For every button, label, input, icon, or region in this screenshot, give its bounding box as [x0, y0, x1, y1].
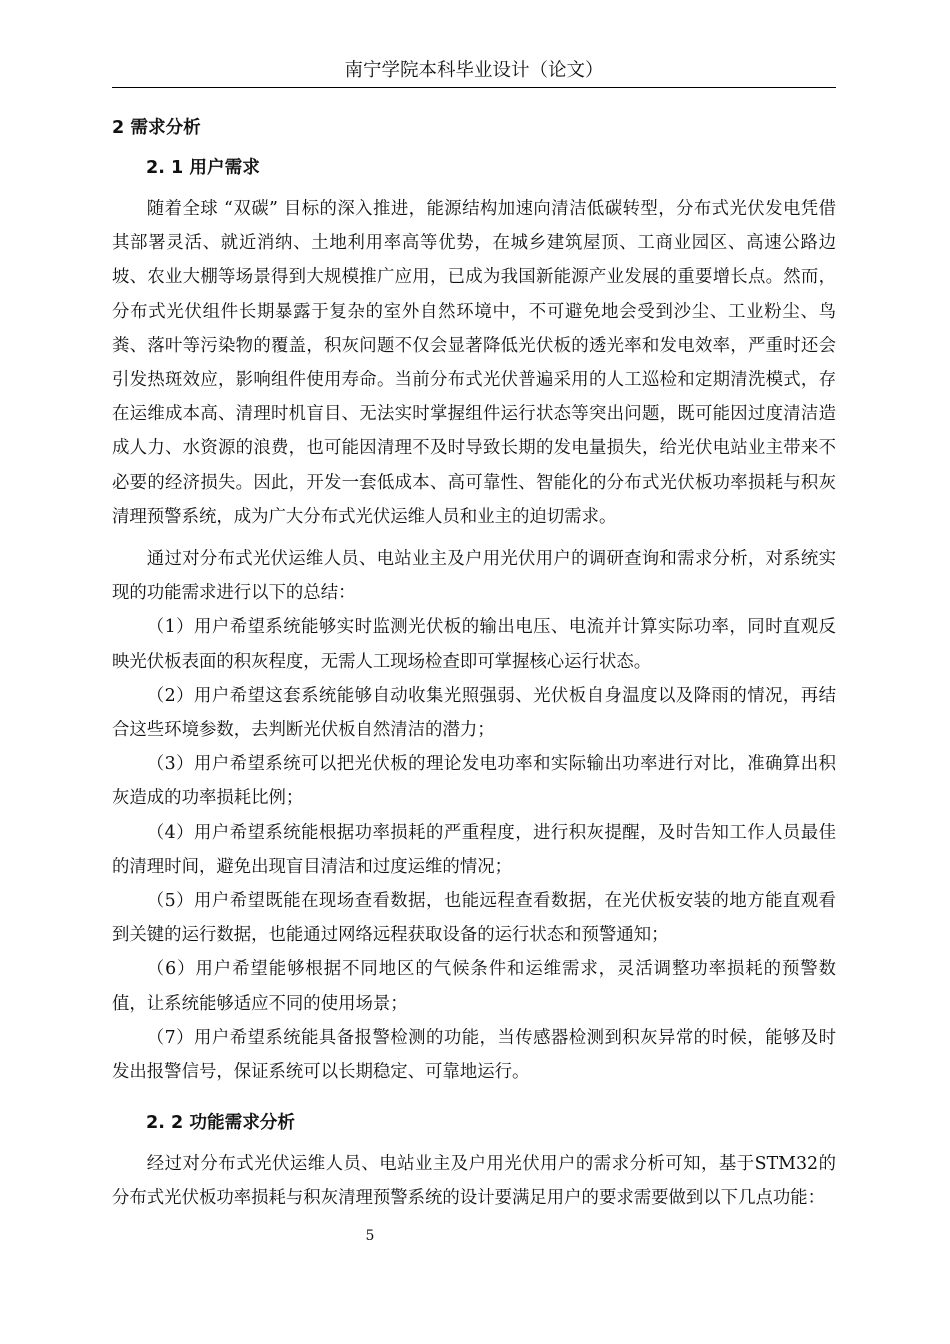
- paragraph-function-intro: 经过对分布式光伏运维人员、电站业主及户用光伏用户的需求分析可知，基于STM32的分布式光伏板功率损耗与积灰清理预警系统的设计要满足用户的要求需要做到以下几点功能：: [112, 1154, 836, 1209]
- list-item-1: （1）用户希望系统能够实时监测光伏板的输出电压、电流并计算实际功率，同时直观反映光伏板表面的积灰程度，无需人工现场检查即可掌握核心运行状态。: [112, 617, 836, 672]
- paragraph-survey-summary: 通过对分布式光伏运维人员、电站业主及户用光伏用户的调研查询和需求分析，对系统实现的功能需求进行以下的总结：: [112, 549, 836, 604]
- subsection-heading-function-analysis: 2. 2 功能需求分析: [146, 1113, 295, 1134]
- list-item-6: （6）用户希望能够根据不同地区的气候条件和运维需求，灵活调整功率损耗的预警数值，让系统能够适应不同的使用场景；: [112, 959, 836, 1014]
- list-item-3: （3）用户希望系统可以把光伏板的理论发电功率和实际输出功率进行对比，准确算出积灰造成的功率损耗比例；: [112, 754, 836, 809]
- list-item-4: （4）用户希望系统能根据功率损耗的严重程度，进行积灰提醒，及时告知工作人员最佳的清理时间，避免出现盲目清洁和过度运维的情况；: [112, 822, 836, 877]
- section-heading: 2 需求分析: [112, 118, 201, 138]
- list-item-2: （2）用户希望这套系统能够自动收集光照强弱、光伏板自身温度以及降雨的情况，再结合这些环境参数，去判断光伏板自然清洁的潜力；: [112, 685, 836, 741]
- list-item-7: （7）用户希望系统能具备报警检测的功能，当传感器检测到积灰异常的时候，能够及时发出报警信号，保证系统可以长期稳定、可靠地运行。: [112, 1027, 836, 1083]
- page-header: 南宁学院本科毕业设计（论文）: [112, 58, 836, 88]
- subsection-heading-user-needs: 2. 1 用户需求: [146, 158, 260, 178]
- page-number: 5: [365, 1228, 375, 1244]
- paragraph-background: 随着全球 “双碳” 目标的深入推进，能源结构加速向清洁低碳转型，分布式光伏发电凭借其部署灵活、就近消纳、土地利用率高等优势，在城乡建筑屋顶、工商业园区、高速公路边坡、农业大棚等场景得到大规模推广应用，已成为我国新能源产业发展的重要增长点。然而，分布式光伏组件长期暴露于复杂的室外自然环境中，不可避免地会受到沙尘、工业粉尘、鸟粪、落叶等污染物的覆盖，积灰问题不仅会显著降低光伏板的透光率和发电效率，严重时还会引发热斑效应，影响组件使用寿命。当前分布式光伏普遍采用的人工巡检和定期清洗模式，存在运维成本高、清理时机盲目、无法实时掌握组件运行状态等突出问题，既可能因过度清洁造成人力、水资源的浪费，也可能因清理不及时导致长期的发电量损失，给光伏电站业主带来不必要的经济损失。因此，开发一套低成本、高可靠性、智能化的分布式光伏板功率损耗与积灰清理预警系统，成为广大分布式光伏运维人员和业主的迫切需求。: [112, 199, 836, 527]
- page-content: [112, 108, 836, 1216]
- list-item-5: （5）用户希望既能在现场查看数据，也能远程查看数据，在光伏板安装的地方能直观看到关键的运行数据，也能通过网络远程获取设备的运行状态和预警通知；: [112, 891, 836, 946]
